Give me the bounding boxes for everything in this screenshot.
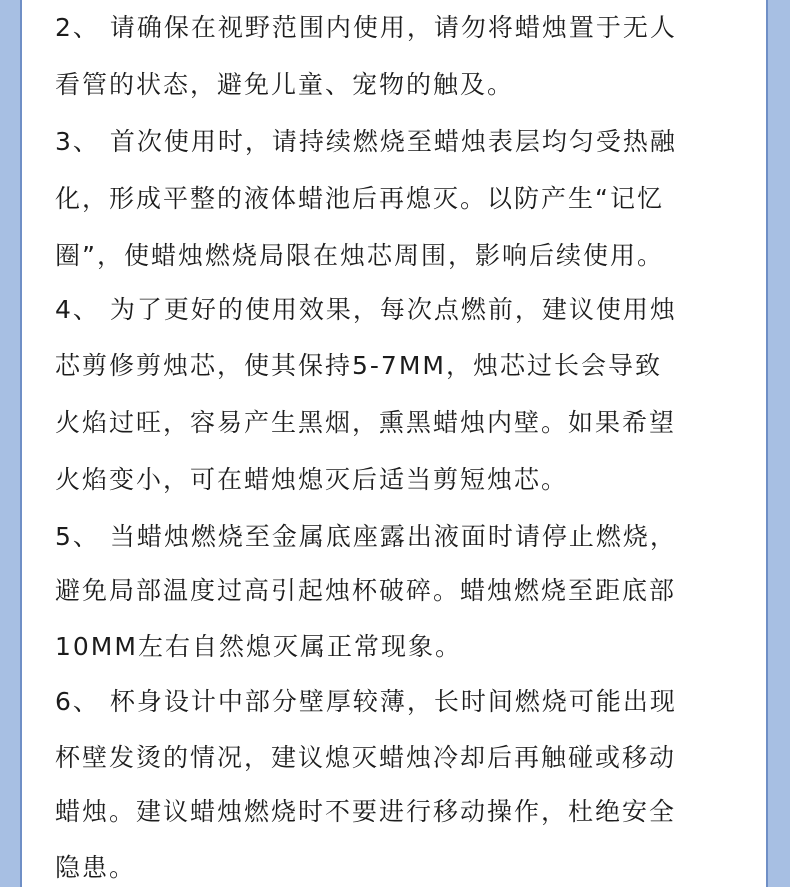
item-3-line-1: 3、 首次使用时，请持续燃烧至蜡烛表层均匀受热融 xyxy=(55,127,677,156)
item-2-line-2: 看管的状态，避免儿童、宠物的触及。 xyxy=(55,70,515,99)
item-6-line-1: 6、 杯身设计中部分壁厚较薄，长时间燃烧可能出现 xyxy=(55,687,677,716)
item-6-line-2: 杯壁发烫的情况，建议熄灭蜡烛冷却后再触碰或移动 xyxy=(55,743,677,772)
item-4-line-1: 4、 为了更好的使用效果，每次点燃前，建议使用烛 xyxy=(55,295,677,324)
item-4-line-2: 芯剪修剪烛芯，使其保持5-7MM，烛芯过长会导致 xyxy=(55,351,662,380)
item-5-line-3: 10MM左右自然熄灭属正常现象。 xyxy=(55,632,462,661)
instructions-panel xyxy=(20,0,768,887)
item-4-line-3: 火焰过旺，容易产生黑烟，熏黑蜡烛内壁。如果希望 xyxy=(55,408,677,437)
item-6-line-3: 蜡烛。建议蜡烛燃烧时不要进行移动操作，杜绝安全 xyxy=(55,797,677,826)
item-2-line-1: 2、 请确保在视野范围内使用，请勿将蜡烛置于无人 xyxy=(55,13,677,42)
item-5-line-2: 避免局部温度过高引起烛杯破碎。蜡烛燃烧至距底部 xyxy=(55,576,677,605)
item-3-line-3: 圈”，使蜡烛燃烧局限在烛芯周围，影响后续使用。 xyxy=(55,241,664,270)
item-4-line-4: 火焰变小，可在蜡烛熄灭后适当剪短烛芯。 xyxy=(55,465,569,494)
item-5-line-1: 5、 当蜡烛燃烧至金属底座露出液面时请停止燃烧， xyxy=(55,522,677,551)
item-3-line-2: 化，形成平整的液体蜡池后再熄灭。以防产生“记忆 xyxy=(55,184,664,213)
item-6-line-4: 隐患。 xyxy=(55,853,137,882)
